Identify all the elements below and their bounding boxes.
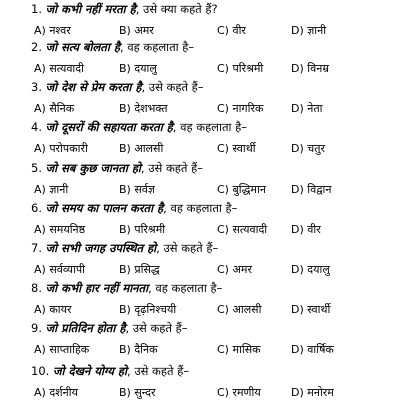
question-number: 10. <box>31 364 50 378</box>
options-row <box>31 260 391 279</box>
option-a: A) साप्ताहिक <box>34 343 90 356</box>
question-bold-text: जो समय का पालन करता है <box>45 201 164 215</box>
option-d: D) स्वार्थी <box>291 303 331 316</box>
question-number: 2. <box>31 40 42 54</box>
question-10 <box>31 362 391 400</box>
question-text <box>31 362 391 381</box>
option-a: A) परोपकारी <box>34 142 88 155</box>
option-d: D) मनोरम <box>291 386 334 399</box>
question-rest-text: , वह कहलाता है– <box>172 120 248 134</box>
option-d: D) विद्वान <box>291 183 332 196</box>
question-text <box>31 159 391 178</box>
question-number: 7. <box>31 241 42 255</box>
question-number: 3. <box>31 80 42 94</box>
question-rest-text: , वह कहलाता है– <box>163 201 238 215</box>
option-a: A) सत्यवादी <box>34 62 84 75</box>
question-text <box>31 279 391 298</box>
option-b: B) आलसी <box>119 142 164 155</box>
option-a: A) कायर <box>34 303 72 316</box>
option-c: C) स्वार्थी <box>217 142 256 155</box>
question-number: 4. <box>31 120 42 134</box>
option-c: C) मासिक <box>217 343 261 356</box>
option-b: B) परिश्रमी <box>119 223 166 236</box>
question-number: 9. <box>31 321 42 335</box>
option-c: C) अमर <box>217 263 252 276</box>
option-c: C) वीर <box>217 24 246 37</box>
question-rest-text: , वह कहलाता है– <box>119 40 195 54</box>
option-d: D) दयालु <box>291 263 330 276</box>
question-rest-text: , उसे क्या कहते हैं? <box>135 2 218 16</box>
question-4 <box>31 118 391 159</box>
question-bold-text: जो दूसरों की सहायता करता है <box>45 120 173 134</box>
question-rest-text: , उसे कहते हैं– <box>156 241 219 255</box>
question-8 <box>31 279 391 320</box>
option-b: B) दैनिक <box>119 343 158 356</box>
question-bold-text: जो कभी हार नहीं मानता <box>45 281 149 295</box>
options-row <box>31 99 391 118</box>
option-b: B) प्रसिद्ध <box>119 263 160 276</box>
question-5 <box>31 159 391 200</box>
question-6 <box>31 199 391 240</box>
question-rest-text: , उसे कहते हैं– <box>140 161 203 175</box>
option-b: B) सर्वज्ञ <box>119 183 155 196</box>
option-b: B) देशभक्त <box>119 102 168 115</box>
option-a: A) दर्शनीय <box>34 386 78 399</box>
option-c: C) नागरिक <box>217 102 264 115</box>
option-a: A) ज्ञानी <box>34 183 69 196</box>
question-text <box>31 0 391 19</box>
option-d: D) वार्षिक <box>291 343 334 356</box>
question-number: 6. <box>31 201 42 215</box>
question-bold-text: जो देश से प्रेम करता है <box>45 80 142 94</box>
question-1 <box>31 0 391 41</box>
question-9 <box>31 319 391 360</box>
options-row <box>31 180 391 199</box>
options-row <box>31 383 391 400</box>
options-row <box>31 220 391 239</box>
option-b: B) सुन्दर <box>119 386 156 399</box>
question-rest-text: , वह कहलाता है– <box>148 281 223 295</box>
option-c: C) बुद्धिमान <box>217 183 266 196</box>
option-c: C) आलसी <box>217 303 262 316</box>
question-rest-text: , उसे कहते हैं– <box>127 364 190 378</box>
option-b: B) अमर <box>119 24 154 37</box>
options-row <box>31 59 391 78</box>
question-bold-text: जो देखने योग्य हो <box>52 364 128 378</box>
question-rest-text: , उसे कहते हैं– <box>141 80 204 94</box>
question-7 <box>31 239 391 280</box>
options-row <box>31 300 391 319</box>
option-d: D) नेता <box>291 102 323 115</box>
question-3 <box>31 78 391 119</box>
option-d: D) चतुर <box>291 142 326 155</box>
question-rest-text: , उसे कहते हैं– <box>125 321 188 335</box>
question-text <box>31 38 391 57</box>
options-row <box>31 139 391 158</box>
option-d: D) ज्ञानी <box>291 24 327 37</box>
question-2 <box>31 38 391 79</box>
question-number: 5. <box>31 161 42 175</box>
options-row <box>31 340 391 359</box>
question-text <box>31 199 391 218</box>
question-bold-text: जो प्रतिदिन होता है <box>45 321 126 335</box>
option-c: C) परिश्रमी <box>217 62 264 75</box>
option-d: D) विनम्र <box>291 62 329 75</box>
question-text <box>31 319 391 338</box>
option-a: A) सैनिक <box>34 102 75 115</box>
question-number: 1. <box>31 2 42 16</box>
question-bold-text: जो सत्य बोलता है <box>45 40 120 54</box>
question-text <box>31 239 391 258</box>
option-a: A) समयनिष्ठ <box>34 223 86 236</box>
question-bold-text: जो कभी नहीं मरता है <box>45 2 136 16</box>
option-b: B) दृढ़निश्चयी <box>119 303 177 316</box>
question-number: 8. <box>31 281 42 295</box>
question-text <box>31 78 391 97</box>
option-a: A) नश्वर <box>34 24 71 37</box>
question-text <box>31 118 391 137</box>
question-bold-text: जो सब कुछ जानता हो <box>45 161 141 175</box>
option-b: B) दयालु <box>119 62 157 75</box>
option-c: C) सत्यवादी <box>217 223 268 236</box>
question-bold-text: जो सभी जगह उपस्थित हो <box>45 241 157 255</box>
option-a: A) सर्वव्यापी <box>34 263 85 276</box>
option-c: C) रमणीय <box>217 386 261 399</box>
option-d: D) वीर <box>291 223 321 236</box>
